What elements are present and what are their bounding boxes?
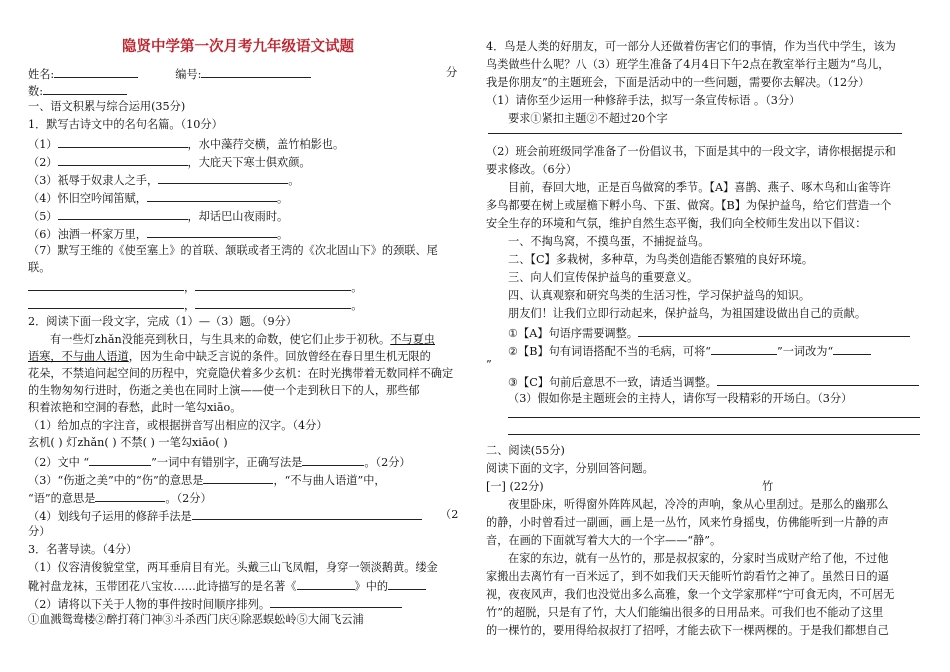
q4-1-requirement: 要求①紧扣主题②不超过20个字 — [508, 112, 668, 125]
revise-c-text: ③【C】句前后意思不一致，请适当调整。 — [508, 376, 717, 389]
q2-4-text-a: （4）划线句子运用的修辞手法是 — [28, 510, 192, 523]
passage2-underline-1: 不与夏虫 — [390, 333, 435, 346]
q3-1-text-a: 靴衬盘龙袜，玉带团花八宝妆……此诗描写的是名著《 — [28, 580, 297, 593]
q1-4-end: 。 — [277, 192, 289, 205]
q1-5-text: ，却话巴山夜雨时。 — [187, 210, 289, 223]
passage2-line2 — [28, 350, 431, 364]
q1-3-end: 。 — [288, 174, 300, 187]
revise-b-blank-2[interactable] — [833, 343, 871, 355]
q2-3-text-a: （3）“伤逝之美”中的“伤”的意思是 — [28, 474, 204, 487]
score-input[interactable] — [43, 83, 127, 95]
q1-7-blank-3[interactable] — [28, 297, 184, 309]
q1-3-text: （3）祇辱于奴隶人之手， — [28, 174, 159, 187]
q2-2-blank-2[interactable] — [302, 454, 364, 466]
q2-2-text-c: 。（2分） — [364, 456, 411, 469]
q1-1 — [28, 136, 344, 152]
q1-7-comma-1: ， — [184, 281, 196, 294]
q2-2 — [28, 454, 411, 470]
revise-b-close-quote: ” — [486, 358, 492, 371]
passage2-text-2: ，因为生命中缺乏言说的条件。回放曾经在春日里生机无限的 — [128, 350, 431, 363]
q1-1-blank[interactable] — [58, 136, 188, 148]
q1-7-blank-2[interactable] — [195, 279, 351, 291]
proposal-line3: 安全生存的环境和气氛，维护自然生态平衡，我们向全校师生发出以下倡议： — [486, 217, 867, 230]
q2-4-points: （2 — [440, 508, 459, 521]
q1-7-blank-1[interactable] — [28, 279, 184, 291]
q3-2-text: （2）请将以下关于人物的事件按时间顺序排列。 — [28, 598, 271, 611]
reading-intro: 阅读下面的文字，分别回答问题。 — [486, 462, 654, 475]
q4-3-prompt: （3）假如你是主题班会的主持人，请你写一段精彩的开场白。（3分） — [508, 392, 853, 405]
q1-1-num: （1） — [28, 138, 58, 151]
q3-1-blank-1[interactable] — [297, 578, 355, 590]
proposal-item-4: 四、认真观察和研究鸟类的生活习性，学习保护益鸟的知识。 — [508, 289, 811, 302]
q1-7-end-2: 。 — [351, 299, 363, 312]
q2-1-prompt: （1）给加点的字注音，或根据拼音写出相应的汉字。（4分） — [28, 419, 328, 432]
part1-label: [一] (22分) — [486, 480, 544, 493]
proposal-item-1: 一、不掏鸟窝，不摸鸟蛋，不捕捉益鸟。 — [508, 235, 710, 248]
essay-line3: 音，在画的下面就写着大大的一个字——“静”。 — [486, 534, 722, 547]
q1-2-blank[interactable] — [58, 154, 188, 166]
q1-4-text: （4）怀旧空吟闻笛赋， — [28, 192, 147, 205]
q1-2-num: （2） — [28, 156, 58, 169]
q1-7-blank-4[interactable] — [195, 297, 351, 309]
q4-line2: 鸟类做些什么呢？八（3）班学生准备了4月4日下午2点在教室举行主题为“鸟儿， — [486, 58, 890, 71]
essay-title: 竹 — [762, 480, 774, 493]
q2-4-line2: 分） — [28, 525, 51, 538]
q1-3 — [28, 172, 299, 188]
revise-b — [508, 343, 871, 359]
q2-3-text-d: 。（2分） — [165, 492, 212, 505]
essay-line5: 家搬出去离竹有一百米远了，到不如我们天天能听竹韵看竹之神了。虽然日日的逼 — [486, 570, 889, 583]
q1-6-text: （6）浊酒一杯家万里， — [28, 228, 147, 241]
q3-prompt: 3．名著导读。（4分） — [28, 543, 138, 556]
q1-5 — [28, 208, 288, 224]
q4-line1: 4．鸟是人类的好朋友，可一部分人还做着伤害它们的事情，作为当代中学生，该为 — [486, 40, 896, 53]
q1-6 — [28, 226, 288, 242]
q1-5-blank[interactable] — [58, 208, 188, 220]
essay-line8: 的一棵竹的，要用得给叔叔打了招呼，才能去砍下一棵两棵的。于是我们都想自己 — [486, 624, 889, 637]
number-input[interactable] — [201, 66, 311, 78]
q1-4 — [28, 190, 288, 206]
revise-a — [508, 325, 910, 341]
q4-2-line1: （2）班会前班级同学准备了一份倡议书，下面是其中的一段文字，请你根据提示和 — [486, 145, 896, 158]
passage2-line4: 的生物匆匆行进时，伤逝之美也在同时上演——使一个走到秋日下的人，那些郁 — [28, 384, 420, 397]
q2-2-text-a: （2）文中 “ — [28, 456, 90, 469]
q3-2-items: ①血溅鸳鸯楼②醉打蒋门神③斗杀西门庆④除恶蜈蚣岭⑤大闹飞云浦 — [28, 613, 364, 626]
q1-3-blank[interactable] — [158, 172, 288, 184]
exam-title: 隐贤中学第一次月考九年级语文试题 — [122, 38, 354, 55]
proposal-line2: 多鸟都要在树上或屋檐下孵小鸟、下蛋、做窝。【B】为保护益鸟，给它们营造一个 — [486, 199, 892, 212]
q1-7-line1: （7）默写王维的《使至塞上》的首联、颔联或者王湾的《次北固山下》的颈联、尾 — [28, 244, 438, 257]
q3-1-blank-2[interactable] — [388, 578, 426, 590]
revise-a-text: ①【A】句语序需要调整。 — [508, 327, 638, 340]
q3-1-text-b: 》中的 — [354, 580, 389, 593]
revise-c-blank[interactable] — [717, 374, 919, 386]
q2-3-line1 — [28, 472, 386, 488]
passage2-underline-comma: ， — [50, 350, 62, 363]
q1-7-comma-2: ， — [184, 299, 196, 312]
q4-3-answer-line-2[interactable] — [508, 434, 920, 435]
proposal-item-3: 三、向人们宣传保护益鸟的重要意义。 — [508, 271, 699, 284]
essay-line2: 的静，小时曾看过一副画，画上是一丛竹，风来竹身摇曳，仿佛能听到一片静的声 — [486, 516, 889, 529]
q1-prompt: 1．默写古诗文中的名句名篇。（10分） — [28, 118, 223, 131]
header-line — [28, 66, 466, 82]
q1-2 — [28, 154, 311, 170]
passage2-text-1: 有一些灯zhǎn没能亮到秋日，与生具来的命数，使它们止步于初秋。 — [50, 333, 391, 346]
proposal-closing: 朋友们！让我们立即行动起来，保护益鸟，为祖国建设做出自己的贡献。 — [508, 307, 867, 320]
q1-5-num: （5） — [28, 210, 58, 223]
section-2-heading: 二、阅读(55分) — [486, 444, 565, 457]
q2-4-blank[interactable] — [192, 508, 422, 520]
name-input[interactable] — [54, 66, 138, 78]
revise-b-text-b: ”一词改为“ — [776, 345, 834, 358]
q1-7-line2: 联。 — [28, 261, 51, 274]
q1-6-blank[interactable] — [147, 226, 277, 238]
q2-1-items: 玄机( ) 灯zhǎn( ) 不禁( ) 一笔勾xiāo( ) — [28, 436, 228, 449]
essay-line4: 在家的东边，就有一丛竹的，那是叔叔家的，分家时当成财产给了他，不过他 — [508, 552, 889, 565]
q2-2-blank-1[interactable] — [89, 454, 151, 466]
revise-a-blank[interactable] — [638, 325, 910, 337]
q4-1-prompt: （1）请你至少运用一种修辞手法，拟写一条宣传标语 。（3分） — [486, 94, 801, 107]
q1-7-end-1: 。 — [351, 281, 363, 294]
score-label-2: 数: — [28, 85, 43, 98]
score-line — [28, 83, 127, 99]
q1-7-answer-2 — [28, 297, 362, 313]
q4-3-answer-line-1[interactable] — [508, 417, 920, 418]
q1-1-text: ，水中藻荇交横，盖竹柏影也。 — [187, 138, 345, 151]
q2-3-text-c: “语”的意思是 — [28, 492, 96, 505]
essay-line1: 夜里卧床，听得窗外阵阵风起，冷冷的声响，象从心里刮过。是那么的幽那么 — [508, 498, 889, 511]
q2-3-line2 — [28, 490, 212, 506]
revise-b-text-a: ②【B】句有词语搭配不当的毛病，可将“ — [508, 345, 711, 358]
proposal-item-2: 二、【C】多栽树，多种草，为鸟类创造能否繁殖的良好环境。 — [508, 253, 814, 266]
q2-3-text-b: ，“不与曲人语道”中， — [273, 474, 386, 487]
q2-4-line1 — [28, 508, 466, 524]
score-label: 分 — [446, 66, 458, 79]
passage2-line5: 积着浓艳和空洞的春愁，此时一笔勾xiāo。 — [28, 401, 242, 414]
q2-3-blank-1[interactable] — [203, 472, 273, 484]
q1-4-blank[interactable] — [147, 190, 277, 202]
name-label: 姓名: — [28, 68, 55, 81]
q3-2-blank[interactable] — [270, 596, 402, 608]
essay-line6: 视，夜夜风声，我们也没觉出多么高雅，象一个文学家那样“宁可食无肉，不可居无 — [486, 588, 895, 601]
q1-7-answer-1 — [28, 279, 362, 295]
q4-2-line2: 要求修改。（6分） — [486, 163, 578, 176]
q2-prompt: 2．阅读下面一段文字，完成（1）—（3）题。（9分） — [28, 315, 297, 328]
section-1-heading: 一、语文积累与综合运用(35分) — [28, 100, 186, 113]
q4-line3: 我是你朋友”的主题班会，下面是活动中的一些问题，需要你去解决。（12分） — [486, 76, 870, 89]
revise-b-blank-1[interactable] — [711, 343, 777, 355]
passage2-underline-3: 不与曲人语道 — [61, 350, 129, 363]
proposal-line1: 目前，春回大地，正是百鸟做窝的季节。【A】喜鹊、燕子、啄木鸟和山雀等许 — [508, 181, 891, 194]
q2-3-blank-2[interactable] — [95, 490, 165, 502]
q4-1-answer-line[interactable] — [488, 133, 902, 134]
q3-1-line1: （1）仪容清俊貌堂堂，两耳垂肩目有光。头戴三山飞凤帽，身穿一领淡鹅黄。缕金 — [28, 561, 438, 574]
q3-1-line2 — [28, 578, 426, 594]
q1-2-text: ，大庇天下寒士俱欢颜。 — [187, 156, 311, 169]
essay-line7: 竹”的超脱，只是有了竹，大人们能编出很多的日用品来。可我们也不能动了这里 — [486, 606, 884, 619]
number-label: 编号: — [175, 68, 202, 81]
q2-2-text-b: ”一词中有错别字，正确写法是 — [151, 456, 303, 469]
part1-heading — [486, 480, 922, 494]
q1-6-end: 。 — [277, 228, 289, 241]
passage2-line1 — [50, 333, 435, 347]
q3-2-line1 — [28, 596, 402, 612]
passage2-underline-2: 语寒 — [28, 350, 51, 363]
passage2-line3: 花朵，不禁追问起空间的历程中，究竟隐伏着多少玄机：在时光携带着无数同样不确定 — [28, 367, 454, 380]
revise-c — [508, 374, 919, 390]
